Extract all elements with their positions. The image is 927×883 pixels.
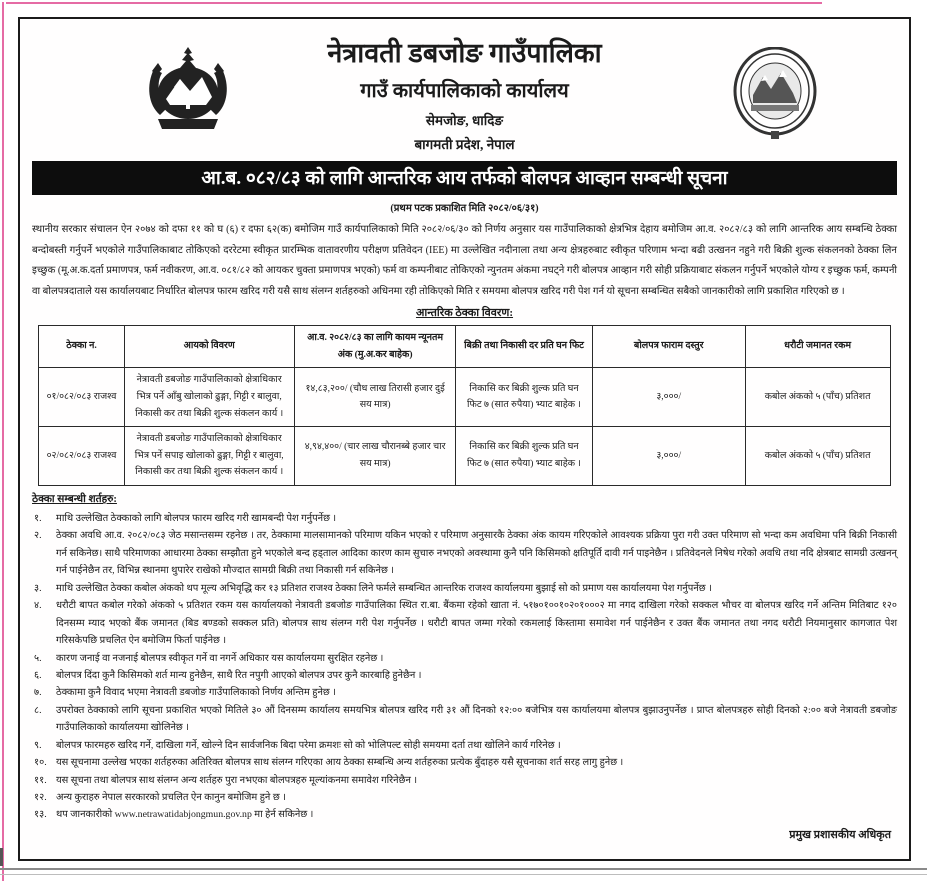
term-item-1 — [32, 510, 897, 527]
term-number: ९. — [34, 739, 42, 751]
term-number: ८. — [34, 704, 42, 716]
term-number: ७. — [34, 687, 42, 699]
cell-deposit-amount: कबोल अंकको ५ (पाँच) प्रतिशत — [745, 368, 890, 427]
notice-title-banner: आ.ब. ०८२/८३ को लागि आन्तरिक आय तर्फको बोलपत्र आव्हान सम्बन्धी सूचना — [32, 161, 897, 195]
term-number: १०. — [34, 757, 47, 769]
cell-minimum-amount: ४,९४,४००/ (चार लाख चौरानब्बे हजार चार सय मात्र) — [294, 427, 456, 486]
term-item-13 — [32, 806, 897, 823]
term-number: ४. — [34, 600, 42, 612]
intro-paragraph: स्थानीय सरकार संचालन ऐन २०७४ को दफा ११ को घ (६) र दफा ६२(क) बमोजिम गाउँ कार्यपालिकाको मिति २०८२/०६/३० को निर्णय अनुसार यस गाउँपालिकाको क्षेत्रभित्र देहाय बमोजिम आ.व. २०८२/८३ को लागि आन्तरिक आय सम्बन्धि ठेक्का बन्दोबस्ती गर्नुपर्ने भएकोले गाउँपालिकाबाट तोकिएको दररेटमा स्वीकृत प्रारम्भिक वातावरणीय परीक्षण प्रतिवेदन (IEE) मा उल्लेखित नदीनाला तथा अन्य क्षेत्रहरुबाट स्वीकृत परिणाम भन्दा बढी उत्खनन नहुने गरी बिक्री शुल्क संकलनको ठेक्का लिन इच्छुक (मू.अ.क.दर्ता प्रमाणपत्र, फर्म नवीकरण, आ.व. ०८१/८२ को आयकर चुक्ता प्रमाणपत्र भएको) फर्म वा कम्पनीबाट तोकिएको न्युनतम अंकमा नघट्ने गरी बोलपत्र आव्हान गरी सोही प्रक्रियाबाट संकलन गर्नुपर्ने भएकोले योग्य र इच्छुक फर्म, कम्पनी वा बोलपत्रदाताले यस कार्यालयबाट निर्धारित बोलपत्र फारम खरिद गरी यसै साथ संलग्न शर्तहरुको अधिनमा रही तोकिएको मिति र समयमा बोलपत्र खरिद गरी पेश गर्न यो सूचना सम्बन्धित सबैको जानकारीको लागि प्रकाशित गरिएको छ । — [32, 224, 897, 297]
cell-income-description: नेत्रावती डबजोङ गाउँपालिकाको क्षेत्राधिकार भित्र पर्ने सपाइ खोलाको ढुङ्गा, गिट्टी र बालुवा, निकासी कर तथा बिक्री शुल्क संकलन कार्य । — [124, 427, 294, 486]
col-header-form-fee: बोलपत्र फाराम दस्तुर — [592, 326, 745, 368]
office-name: गाउँ कार्यपालिकाको कार्यालय — [360, 80, 569, 102]
term-text: उपरोक्त ठेक्काको लागि सूचना प्रकाशित भएको मितिले ३० औं दिनसम्म कार्यालय समयभित्र बोलपत्र खरिद गरी ३१ औं दिनको १२:०० बजेभित्र यस कार्यालयमा बोलपत्र बुझाउनुपर्नेछ । प्राप्त बोलपत्रहरु सोही दिनको २:०० बजे नेत्रावती डबजोङ गाउँपालिकाको कार्यालयमा खोलिनेछ । — [56, 704, 897, 734]
term-number: १. — [34, 513, 42, 524]
cell-rate-per-cuft: निकासि कर बिक्री शुल्क प्रति घन फिट ७ (सात रुपैया) भ्याट बाहेक । — [456, 427, 592, 486]
table-header-row — [39, 326, 890, 368]
cell-minimum-amount: १४,८३,२००/ (चौध लाख तिरासी हजार दुई सय मात्र) — [294, 368, 456, 427]
term-text: धरौटी बापत कबोल गरेको अंकको ५ प्रतिशत रकम यस कार्यालयको नेत्रावती डबजोङ गाउँपालिका स्थित रा.बा. बैंकमा रहेको खाता नं. ५१७०१००१०२०१०००२ मा नगद दाखिला गरेको सक्कल भौचर वा बोलपत्र खरिद गर्ने अन्तिम मितिबाट १२० दिनसम्म म्याद भएको बैंक जमानत (बिड बण्डको सक्कल प्रति) बोलपत्र साथ संलग्न गरी पेश गर्नुपर्नेछ । धरौटी बापत जम्मा गरेको रकमलाई किस्तामा समावेश गर्न पाईनेछैन र उक्त बैंक जमानत तथा नगद धरौटी नियमानुसार कागजात पेश गरिसकेपछि प्रचलित ऐन बमोजिम फिर्ता पाईनेछ । — [56, 600, 897, 647]
term-number: २. — [34, 530, 42, 542]
term-item-8 — [32, 702, 897, 737]
term-text: बोलपत्र फारमहरु खरिद गर्ने, दाखिला गर्ने, खोल्ने दिन सार्वजनिक बिदा परेमा क्रमशः सो को भोलिपल्ट सोही समयमा दर्ता तथा खोलिने कार्य गरिनेछ । — [56, 739, 561, 751]
table-title: आन्तरिक ठेक्का विवरण: — [415, 307, 514, 319]
term-item-5 — [32, 650, 897, 667]
province-line: बागमती प्रदेश, नेपाल — [414, 137, 515, 152]
term-number: ६. — [34, 669, 42, 681]
table-row — [39, 427, 890, 486]
address-line: सेमजोङ, धादिङ — [425, 113, 504, 128]
organization-name: नेत्रावती डबजोङ गाउँपालिका — [327, 38, 602, 68]
term-item-6 — [32, 667, 897, 684]
col-header-rate-per-cuft: बिक्री तथा निकासी दर प्रति घन फिट — [456, 326, 592, 368]
published-date-line: (प्रथम पटक प्रकाशित मिति २०८२/०६/३१) — [390, 203, 539, 214]
table-row — [39, 368, 890, 427]
crop-mark-top — [6, 2, 822, 4]
cell-income-description: नेत्रावती डबजोङ गाउँपालिकाको क्षेत्राधिकार भित्र पर्ने आँबु खोलाको ढुङ्गा, गिट्टी र बालुवा, निकासी कर तथा बिक्री शुल्क संकलन कार्य । — [124, 368, 294, 427]
document-frame — [18, 17, 911, 861]
terms-heading: ठेक्का सम्बन्धी शर्तहरु: — [32, 494, 117, 505]
term-number: ५. — [34, 652, 42, 664]
term-text: माथि उल्लेखित ठेक्का कबोल अंकको थप मूल्य अभिवृद्धि कर १३ प्रतिशत राजश्व ठेक्का लिने फर्मले सम्बन्धित आन्तरिक राजश्व कार्यालयमा बुझाई सो को प्रमाण यस कार्यालयमा पेश गर्नुपर्नेछ । — [56, 582, 712, 594]
term-text-with-website-link[interactable]: थप जानकारीको www.netrawatidabjongmun.gov.np मा हेर्न सकिनेछ । — [56, 809, 314, 821]
col-header-contract-no: ठेक्का न. — [39, 326, 124, 368]
signature-title: प्रमुख प्रशासकीय अधिकृत — [789, 828, 891, 841]
term-text: बोलपत्र दिंदा कुनै किसिमको शर्त मान्य हुनेछैन, साथै रित नपुगी आएको बोलपत्र उपर कुनै कारबाहि हुनेछैन । — [56, 669, 422, 681]
col-header-income-description: आयको विवरण — [124, 326, 294, 368]
term-item-4 — [32, 597, 897, 649]
cell-rate-per-cuft: निकासि कर बिक्री शुल्क प्रति घन फिट ७ (सात रुपैया) भ्याट बाहेक । — [456, 368, 592, 427]
municipality-seal-icon — [731, 47, 819, 148]
term-text: यस सूचनामा उल्लेख भएका शर्तहरुका अतिरिक्त बोलपत्र साथ संलग्न गरिएका आय ठेक्का सम्बन्धि अन्य शर्तहरुका प्रत्येक बुँदाहरु यसै सूचनाका शर्त सरह लागु हुनेछ । — [56, 757, 624, 769]
cell-deposit-amount: कबोल अंकको ५ (पाँच) प्रतिशत — [745, 427, 890, 486]
term-text: यस सूचना तथा बोलपत्र साथ संलग्न अन्य शर्तहरु पुरा नभएका बोलपत्रहरु मूल्यांकनमा समावेश गरिनेछैन । — [56, 774, 418, 786]
bottom-left-mark — [0, 848, 3, 866]
crop-mark-left — [2, 2, 4, 881]
cell-contract-no: ०१/०८२/०८३ राजश्व — [39, 368, 124, 427]
term-item-3 — [32, 580, 897, 597]
tender-table — [38, 325, 890, 486]
term-text: ठेक्कामा कुनै विवाद भएमा नेत्रावती डबजोङ गाउँपालिकाको निर्णय अन्तिम हुनेछ । — [56, 687, 336, 699]
term-item-12 — [32, 789, 897, 806]
term-item-11 — [32, 772, 897, 789]
col-header-minimum-amount: आ.व. २०८२/८३ का लागि कायम न्यूनतम अंक (मु.अ.कर बाहेक) — [294, 326, 456, 368]
cell-contract-no: ०२/०८२/०८३ राजश्व — [39, 427, 124, 486]
term-number: ३. — [34, 582, 42, 594]
cell-form-fee: ३,०००/ — [592, 368, 745, 427]
cell-form-fee: ३,०००/ — [592, 427, 745, 486]
term-number: ११. — [34, 774, 47, 786]
term-text: कारण जनाई वा नजनाई बोलपत्र स्वीकृत गर्ने वा नगर्ने अधिकार यस कार्यालयमा सुरक्षित रहनेछ । — [56, 652, 384, 664]
bottom-divider-light — [0, 874, 927, 875]
term-item-10 — [32, 754, 897, 771]
term-item-2 — [32, 527, 897, 579]
term-text: ठेक्का अवधि आ.व. २०८२/०८३ जेठ मसान्तसम्म रहनेछ । तर, ठेक्कामा मालसामानको परिमाण यकिन भएको र परिमाण अनुसारकै ठेक्का अंक कायम गरिएकोले आवश्यक प्रक्रिया पुरा गरी उक्त परिमाण सो भन्दा कम अवधिमा पनि बिक्री निकासी गर्न सकिनेछ। साथै परिमाणका आधारमा ठेक्का सम्झौता हुने भएकोले बन्द हड्ताल आदिका कारण काम सुचारु नभएको अवस्थामा कुनै पनि किसिमको क्षतिपूर्ति दावी गर्न पाइनेछैन । प्रतिवेदनले निषेध गरेको अवधि तथा नदि क्षेत्रबाट सामग्री उत्खनन् गर्न पाईनेछैन तर, विभिन्न स्थानमा थुपारेर राखेको मौज्दात सामग्री बिक्री तथा निकासी गर्न सकिनेछ । — [56, 530, 897, 577]
col-header-deposit-amount: धरौटी जमानत रकम — [745, 326, 890, 368]
term-item-7 — [32, 684, 897, 701]
term-text: माथि उल्लेखित ठेक्काको लागि बोलपत्र फारम खरिद गरी खामबन्दी पेश गर्नुपर्नेछ । — [56, 513, 337, 524]
letterhead — [32, 33, 897, 153]
terms-list — [32, 510, 897, 824]
bottom-divider — [0, 868, 927, 870]
term-number: १२. — [34, 792, 47, 803]
term-text: अन्य कुराहरु नेपाल सरकारको प्रचलित ऐन कानुन बमोजिम हुने छ । — [56, 792, 286, 803]
nepal-emblem-icon — [140, 41, 236, 146]
term-item-9 — [32, 737, 897, 754]
term-number: १३. — [34, 809, 47, 821]
